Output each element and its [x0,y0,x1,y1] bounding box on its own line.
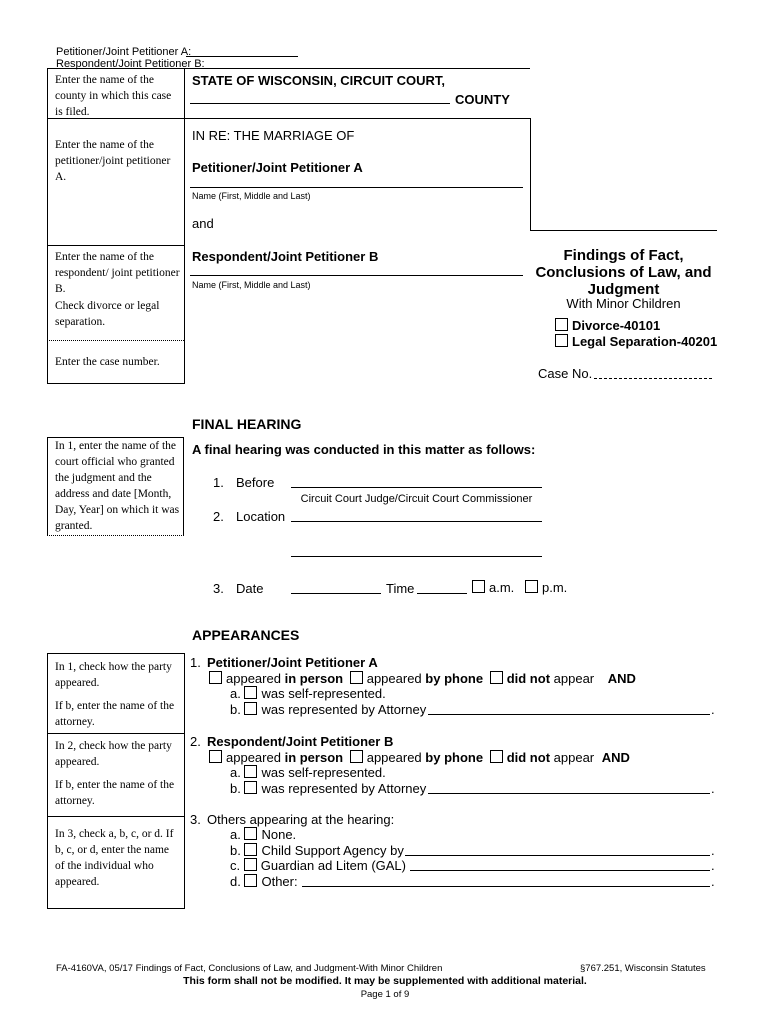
note-hearing: In 1, enter the name of the court official who granted the judgment and the address and date [Month, Day, Year] on which it was granted. [55,440,180,532]
in-re-label: IN RE: THE MARRIAGE OF [192,128,355,143]
others-option-d[interactable] [230,874,298,889]
respondent-heading: Respondent/Joint Petitioner B [192,249,379,264]
footer-statute: §767.251, Wisconsin Statutes [580,963,706,974]
note-petitioner: Enter the name of the petitioner/joint petitioner A. [55,139,171,183]
and-text: AND [601,750,630,765]
party1-in-person-checkbox[interactable] [209,671,222,684]
by-phone-text: by phone [425,671,484,686]
party2-attorney-input-line[interactable] [428,793,710,794]
self-rep-label: was self-represented. [261,765,386,780]
time-input-line[interactable] [417,593,467,594]
party2-appearance-row [209,750,630,765]
others-number: 3. [190,812,201,827]
legal-separation-option[interactable] [555,334,717,349]
csa-label: Child Support Agency by [261,843,404,858]
location-input-line-1[interactable] [291,521,542,522]
csa-input-line[interactable] [405,855,710,856]
did-not-text: did not [506,671,551,686]
pm-checkbox[interactable] [525,580,538,593]
option-letter: b. [230,781,241,796]
party1-attorney-input-line[interactable] [428,714,710,715]
petitioner-name-line[interactable] [190,187,523,188]
date-input-line[interactable] [291,593,381,594]
party1-number: 1. [190,655,201,670]
appeared-text: appeared [366,671,422,686]
party1-title: Petitioner/Joint Petitioner A [207,655,378,670]
others-option-c[interactable] [230,858,406,873]
divorce-option[interactable] [555,318,660,333]
party1-did-not-checkbox[interactable] [490,671,503,684]
legal-separation-option-label: Legal Separation-40201 [572,334,718,349]
option-letter: b. [230,702,241,717]
note-app2a: In 2, check how the party appeared. [55,740,172,768]
party2-self-rep-checkbox[interactable] [244,765,257,778]
did-not-text: did not [506,750,551,765]
appear-text: appear [553,671,595,686]
in-person-text: in person [284,671,344,686]
others-other-checkbox[interactable] [244,874,257,887]
date-label: Date [236,581,264,596]
pm-label: p.m. [542,580,568,595]
appear-text: appear [553,750,595,765]
appeared-text: appeared [226,671,281,686]
option-letter: a. [230,686,241,701]
footer-page-number: Page 1 of 9 [360,989,410,1000]
rep-by-label: was represented by Attorney [261,781,427,796]
county-label: COUNTY [455,92,510,107]
petitioner-heading: Petitioner/Joint Petitioner A [192,160,363,175]
date-number: 3. [213,581,224,596]
party2-option-b[interactable] [230,781,426,796]
before-number: 1. [213,475,224,490]
period: . [711,702,715,717]
party2-by-phone-checkbox[interactable] [350,750,363,763]
official-hint: Circuit Court Judge/Circuit Court Commissioner [300,493,533,505]
option-letter: c. [230,858,241,873]
option-letter: d. [230,874,241,889]
final-hearing-heading: FINAL HEARING [192,416,302,432]
appeared-text: appeared [226,750,281,765]
others-gal-checkbox[interactable] [244,858,257,871]
location-label: Location [236,509,286,524]
gal-label: Guardian ad Litem (GAL) [260,858,406,873]
note-divorce: Check divorce or legal separation. [55,300,160,328]
footer-form-id: FA-4160VA, 05/17 Findings of Fact, Conclusions of Law, and Judgment-With Minor Children [56,963,443,974]
am-label: a.m. [489,580,515,595]
am-checkbox[interactable] [472,580,485,593]
form-title-line2: Conclusions of Law, and [535,264,712,281]
case-number-input-line[interactable] [594,378,712,379]
form-title [530,247,717,298]
party2-attorney-checkbox[interactable] [244,781,257,794]
divorce-option-label: Divorce-40101 [572,318,661,333]
self-rep-label: was self-represented. [261,686,386,701]
period: . [711,781,715,796]
rep-by-label: was represented by Attorney [261,702,427,717]
before-label: Before [236,475,275,490]
others-title: Others appearing at the hearing: [207,812,395,827]
location-number: 2. [213,509,224,524]
petitioner-a-input-line[interactable] [186,56,298,57]
party2-option-a[interactable] [230,765,386,780]
period: . [711,874,715,889]
legal-separation-checkbox[interactable] [555,334,568,347]
party2-did-not-checkbox[interactable] [490,750,503,763]
divorce-checkbox[interactable] [555,318,568,331]
gal-input-line[interactable] [410,870,710,871]
respondent-b-label: Respondent/Joint Petitioner B: [56,58,205,70]
none-label: None. [261,827,297,842]
party1-by-phone-checkbox[interactable] [350,671,363,684]
party2-in-person-checkbox[interactable] [209,750,222,763]
in-person-text: in person [284,750,344,765]
party1-appearance-row [209,671,636,686]
note-app1a: In 1, check how the party appeared. [55,661,172,689]
party2-number: 2. [190,734,201,749]
appearances-heading: APPEARANCES [192,627,300,643]
option-letter: a. [230,827,241,842]
option-letter: a. [230,765,241,780]
other-label: Other: [261,874,298,889]
note-app3: In 3, check a, b, c, or d. If b, c, or d, enter the name of the individual who appeared. [55,828,174,888]
party1-attorney-checkbox[interactable] [244,702,257,715]
time-label: Time [386,581,415,596]
form-title-line1: Findings of Fact, [563,247,684,264]
others-option-b[interactable] [230,843,404,858]
location-input-line-2[interactable] [291,556,542,557]
footer-notice: This form shall not be modified. It may be supplemented with additional material. [183,975,587,987]
note-county: Enter the name of the county in which this case is filed. [55,74,172,118]
period: . [711,858,715,873]
by-phone-text: by phone [425,750,484,765]
and-text: AND [607,671,636,686]
pm-option[interactable] [525,580,567,595]
county-input-line[interactable] [190,103,450,104]
note-app1b: If b, enter the name of the attorney. [55,700,175,728]
note-respondent: Enter the name of the respondent/ joint petitioner B. [55,251,180,295]
other-input-line[interactable] [302,886,710,887]
petitioner-a-label: Petitioner/Joint Petitioner A: [56,46,192,58]
party1-option-b[interactable] [230,702,426,717]
and-label: and [192,216,214,231]
form-subtitle: With Minor Children [566,296,681,311]
party1-self-rep-checkbox[interactable] [244,686,257,699]
others-none-checkbox[interactable] [244,827,257,840]
petitioner-name-hint: Name (First, Middle and Last) [192,191,311,201]
respondent-name-hint: Name (First, Middle and Last) [192,280,311,290]
note-app2b: If b, enter the name of the attorney. [55,779,175,807]
case-number-label: Case No. [538,366,593,381]
party1-option-a[interactable] [230,686,386,701]
court-heading: STATE OF WISCONSIN, CIRCUIT COURT, [192,73,446,88]
final-hearing-intro: A final hearing was conducted in this matter as follows: [192,442,536,457]
note-case: Enter the case number. [55,356,160,368]
party2-title: Respondent/Joint Petitioner B [207,734,394,749]
others-csa-checkbox[interactable] [244,843,257,856]
option-letter: b. [230,843,241,858]
appeared-text: appeared [366,750,422,765]
before-input-line[interactable] [291,487,542,488]
period: . [711,843,715,858]
form-title-line3: Judgment [587,281,660,298]
others-option-a[interactable] [230,827,296,842]
am-option[interactable] [472,580,514,595]
respondent-name-line[interactable] [190,275,523,276]
